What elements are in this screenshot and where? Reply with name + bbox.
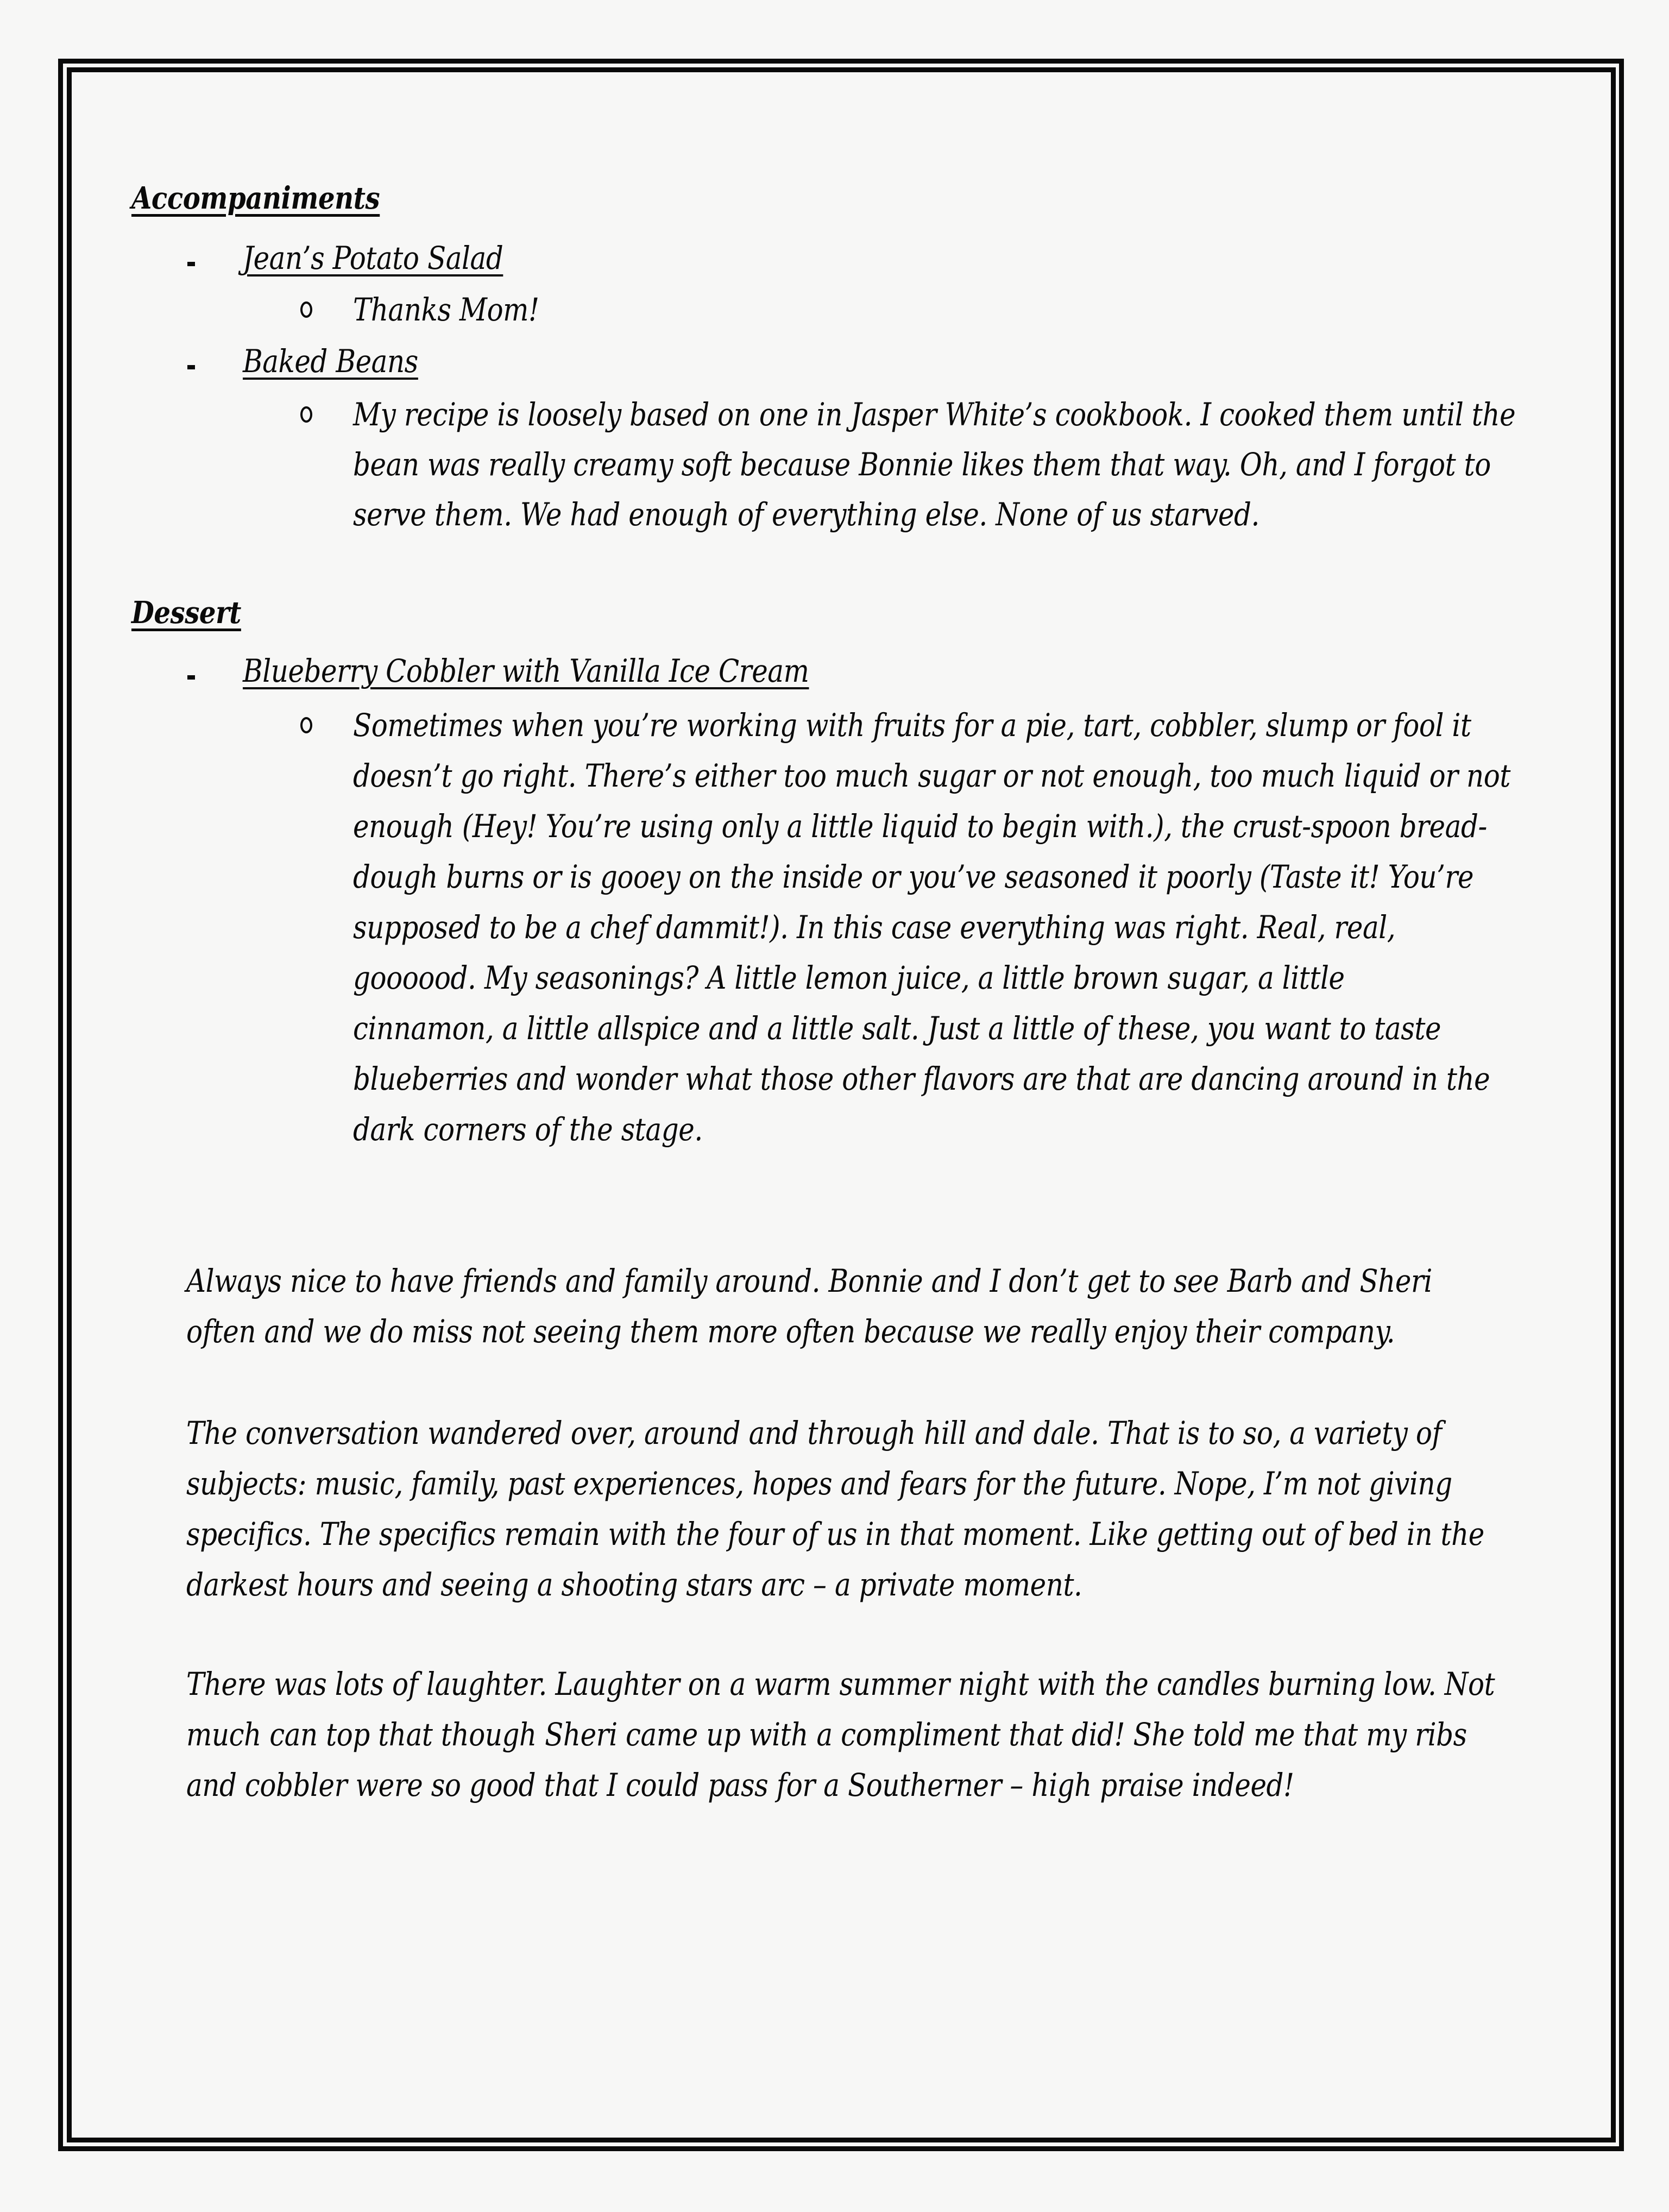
dash-bullet-icon	[187, 365, 195, 369]
paragraph-line: There was lots of laughter. Laughter on a warm summer night with the candles burning low. Not	[186, 1666, 1495, 1702]
paragraph-line: subjects: music, family, past experiences, hopes and fears for the future. Nope, I’m not giving	[186, 1465, 1452, 1502]
circle-bullet-icon	[300, 301, 312, 318]
note-line: supposed to be a chef dammit!). In this case everything was right. Real, real,	[353, 909, 1396, 946]
paragraph-line: Always nice to have friends and family around. Bonnie and I don’t get to see Barb and Sheri	[186, 1262, 1432, 1299]
note-line: dark corners of the stage.	[353, 1111, 703, 1148]
circle-bullet-icon	[300, 717, 312, 733]
note-line: dough burns or is gooey on the inside or you’ve seasoned it poorly (Taste it! You’re	[353, 858, 1474, 895]
item-title-blueberry-cobbler: Blueberry Cobbler with Vanilla Ice Cream	[243, 652, 809, 689]
note-line: bean was really creamy soft because Bonnie likes them that way. Oh, and I forgot to	[353, 446, 1491, 483]
item-title-baked-beans: Baked Beans	[243, 343, 418, 380]
note-line: enough (Hey! You’re using only a little liquid to begin with.), the crust-spoon bread-	[353, 808, 1487, 845]
circle-bullet-icon	[300, 406, 312, 423]
paragraph-line: specifics. The specifics remain with the four of us in that moment. Like getting out of bed in the	[186, 1516, 1484, 1553]
note-line: Sometimes when you’re working with fruits for a pie, tart, cobbler, slump or fool it	[353, 707, 1471, 744]
section-heading-dessert: Dessert	[131, 595, 241, 631]
section-heading-accompaniments: Accompaniments	[131, 180, 380, 216]
dash-bullet-icon	[187, 262, 195, 266]
paragraph-line: much can top that though Sheri came up with a compliment that did! She told me that my ribs	[186, 1716, 1467, 1753]
note-line: doesn’t go right. There’s either too much sugar or not enough, too much liquid or not	[353, 757, 1510, 794]
note-line: serve them. We had enough of everything else. None of us starved.	[353, 496, 1259, 533]
note-line: cinnamon, a little allspice and a little salt. Just a little of these, you want to taste	[353, 1010, 1441, 1047]
item-title-potato-salad: Jean’s Potato Salad	[243, 240, 503, 276]
paragraph-line: often and we do miss not seeing them more often because we really enjoy their company.	[186, 1313, 1395, 1350]
paragraph-line: darkest hours and seeing a shooting stars arc – a private moment.	[186, 1566, 1082, 1603]
note-line: My recipe is loosely based on one in Jasper White’s cookbook. I cooked them until the	[353, 396, 1516, 433]
note-line: blueberries and wonder what those other flavors are that are dancing around in the	[353, 1060, 1490, 1097]
paragraph-line: and cobbler were so good that I could pass for a Southerner – high praise indeed!	[186, 1767, 1294, 1803]
note-line: Thanks Mom!	[353, 291, 539, 328]
note-line: goooood. My seasonings? A little lemon juice, a little brown sugar, a little	[353, 959, 1345, 996]
dash-bullet-icon	[187, 675, 195, 680]
paragraph-line: The conversation wandered over, around and through hill and dale. That is to so, a variety of	[186, 1415, 1442, 1451]
